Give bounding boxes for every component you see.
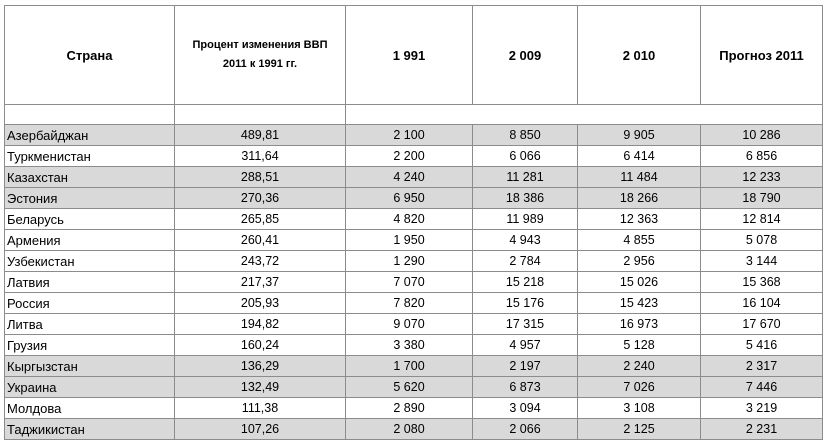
percent-change-cell: 260,41: [175, 230, 346, 251]
country-cell: Азербайджан: [5, 125, 175, 146]
percent-change-cell: 311,64: [175, 146, 346, 167]
country-cell: Молдова: [5, 398, 175, 419]
gdp-2010-cell: 12 363: [578, 209, 701, 230]
gdp-1991-cell: 2 080: [346, 419, 473, 440]
spacer-cell: [175, 105, 346, 125]
country-cell: Таджикистан: [5, 419, 175, 440]
table-row: [5, 209, 823, 230]
gdp-2010-cell: 6 414: [578, 146, 701, 167]
table-row: [5, 167, 823, 188]
gdp-2010-cell: 9 905: [578, 125, 701, 146]
country-cell: Туркменистан: [5, 146, 175, 167]
table-row: [5, 125, 823, 146]
header-percent-line2: 2011 к 1991 гг.: [222, 58, 298, 70]
percent-change-cell: 132,49: [175, 377, 346, 398]
gdp-2009-cell: 15 218: [473, 272, 578, 293]
gdp-1991-cell: 2 890: [346, 398, 473, 419]
spacer-cell: [5, 105, 175, 125]
forecast-2011-cell: 5 078: [701, 230, 823, 251]
gdp-2009-cell: 6 873: [473, 377, 578, 398]
gdp-2010-cell: 11 484: [578, 167, 701, 188]
country-cell: Беларусь: [5, 209, 175, 230]
percent-change-cell: 205,93: [175, 293, 346, 314]
country-cell: Эстония: [5, 188, 175, 209]
percent-change-cell: 107,26: [175, 419, 346, 440]
gdp-1991-cell: 2 200: [346, 146, 473, 167]
gdp-2010-cell: 7 026: [578, 377, 701, 398]
percent-change-cell: 265,85: [175, 209, 346, 230]
header-country: Страна: [5, 6, 175, 105]
gdp-1991-cell: 4 820: [346, 209, 473, 230]
gdp-1991-cell: 3 380: [346, 335, 473, 356]
gdp-1991-cell: 5 620: [346, 377, 473, 398]
gdp-2009-cell: 3 094: [473, 398, 578, 419]
table-row: [5, 419, 823, 440]
country-cell: Грузия: [5, 335, 175, 356]
table-row: [5, 356, 823, 377]
gdp-1991-cell: 1 950: [346, 230, 473, 251]
gdp-2009-cell: 8 850: [473, 125, 578, 146]
gdp-2010-cell: 2 125: [578, 419, 701, 440]
gdp-2009-cell: 2 197: [473, 356, 578, 377]
header-2009: 2 009: [473, 6, 578, 105]
forecast-2011-cell: 6 856: [701, 146, 823, 167]
forecast-2011-cell: 12 814: [701, 209, 823, 230]
gdp-2009-cell: 4 943: [473, 230, 578, 251]
country-cell: Кыргызстан: [5, 356, 175, 377]
header-1991: 1 991: [346, 6, 473, 105]
table-row: [5, 293, 823, 314]
percent-change-cell: 243,72: [175, 251, 346, 272]
forecast-2011-cell: 7 446: [701, 377, 823, 398]
spacer-cell: [346, 105, 823, 125]
gdp-2010-cell: 5 128: [578, 335, 701, 356]
gdp-1991-cell: 7 820: [346, 293, 473, 314]
percent-change-cell: 489,81: [175, 125, 346, 146]
table-row: [5, 398, 823, 419]
percent-change-cell: 194,82: [175, 314, 346, 335]
gdp-1991-cell: 2 100: [346, 125, 473, 146]
header-2010: 2 010: [578, 6, 701, 105]
table-row: [5, 314, 823, 335]
table-row: [5, 230, 823, 251]
forecast-2011-cell: 12 233: [701, 167, 823, 188]
gdp-2009-cell: 4 957: [473, 335, 578, 356]
gdp-2010-cell: 2 240: [578, 356, 701, 377]
percent-change-cell: 136,29: [175, 356, 346, 377]
gdp-2009-cell: 11 989: [473, 209, 578, 230]
percent-change-cell: 160,24: [175, 335, 346, 356]
gdp-1991-cell: 7 070: [346, 272, 473, 293]
gdp-2009-cell: 6 066: [473, 146, 578, 167]
header-row: [5, 6, 823, 105]
gdp-2010-cell: 18 266: [578, 188, 701, 209]
forecast-2011-cell: 5 416: [701, 335, 823, 356]
forecast-2011-cell: 17 670: [701, 314, 823, 335]
header-percent-change: [175, 6, 346, 105]
gdp-1991-cell: 1 290: [346, 251, 473, 272]
gdp-2010-cell: 15 423: [578, 293, 701, 314]
spacer-row: [5, 105, 823, 125]
gdp-2010-cell: 16 973: [578, 314, 701, 335]
forecast-2011-cell: 3 219: [701, 398, 823, 419]
forecast-2011-cell: 10 286: [701, 125, 823, 146]
gdp-2010-cell: 4 855: [578, 230, 701, 251]
gdp-table: [4, 5, 823, 440]
gdp-2009-cell: 17 315: [473, 314, 578, 335]
gdp-1991-cell: 4 240: [346, 167, 473, 188]
table-row: [5, 188, 823, 209]
table-row: [5, 251, 823, 272]
gdp-1991-cell: 6 950: [346, 188, 473, 209]
country-cell: Казахстан: [5, 167, 175, 188]
forecast-2011-cell: 2 317: [701, 356, 823, 377]
percent-change-cell: 288,51: [175, 167, 346, 188]
gdp-1991-cell: 9 070: [346, 314, 473, 335]
percent-change-cell: 217,37: [175, 272, 346, 293]
gdp-2009-cell: 18 386: [473, 188, 578, 209]
country-cell: Украина: [5, 377, 175, 398]
forecast-2011-cell: 18 790: [701, 188, 823, 209]
gdp-2009-cell: 2 066: [473, 419, 578, 440]
forecast-2011-cell: 16 104: [701, 293, 823, 314]
gdp-2009-cell: 11 281: [473, 167, 578, 188]
country-cell: Армения: [5, 230, 175, 251]
forecast-2011-cell: 2 231: [701, 419, 823, 440]
table-row: [5, 377, 823, 398]
country-cell: Литва: [5, 314, 175, 335]
gdp-2009-cell: 2 784: [473, 251, 578, 272]
gdp-2010-cell: 3 108: [578, 398, 701, 419]
percent-change-cell: 111,38: [175, 398, 346, 419]
country-cell: Россия: [5, 293, 175, 314]
percent-change-cell: 270,36: [175, 188, 346, 209]
gdp-2010-cell: 2 956: [578, 251, 701, 272]
forecast-2011-cell: 3 144: [701, 251, 823, 272]
header-forecast-2011: Прогноз 2011: [701, 6, 823, 105]
table-body: [5, 125, 823, 440]
gdp-1991-cell: 1 700: [346, 356, 473, 377]
forecast-2011-cell: 15 368: [701, 272, 823, 293]
header-percent-line1: Процент изменения ВВП: [192, 39, 328, 51]
gdp-2010-cell: 15 026: [578, 272, 701, 293]
country-cell: Узбекистан: [5, 251, 175, 272]
gdp-2009-cell: 15 176: [473, 293, 578, 314]
table-row: [5, 335, 823, 356]
table-row: [5, 272, 823, 293]
country-cell: Латвия: [5, 272, 175, 293]
table-row: [5, 146, 823, 167]
